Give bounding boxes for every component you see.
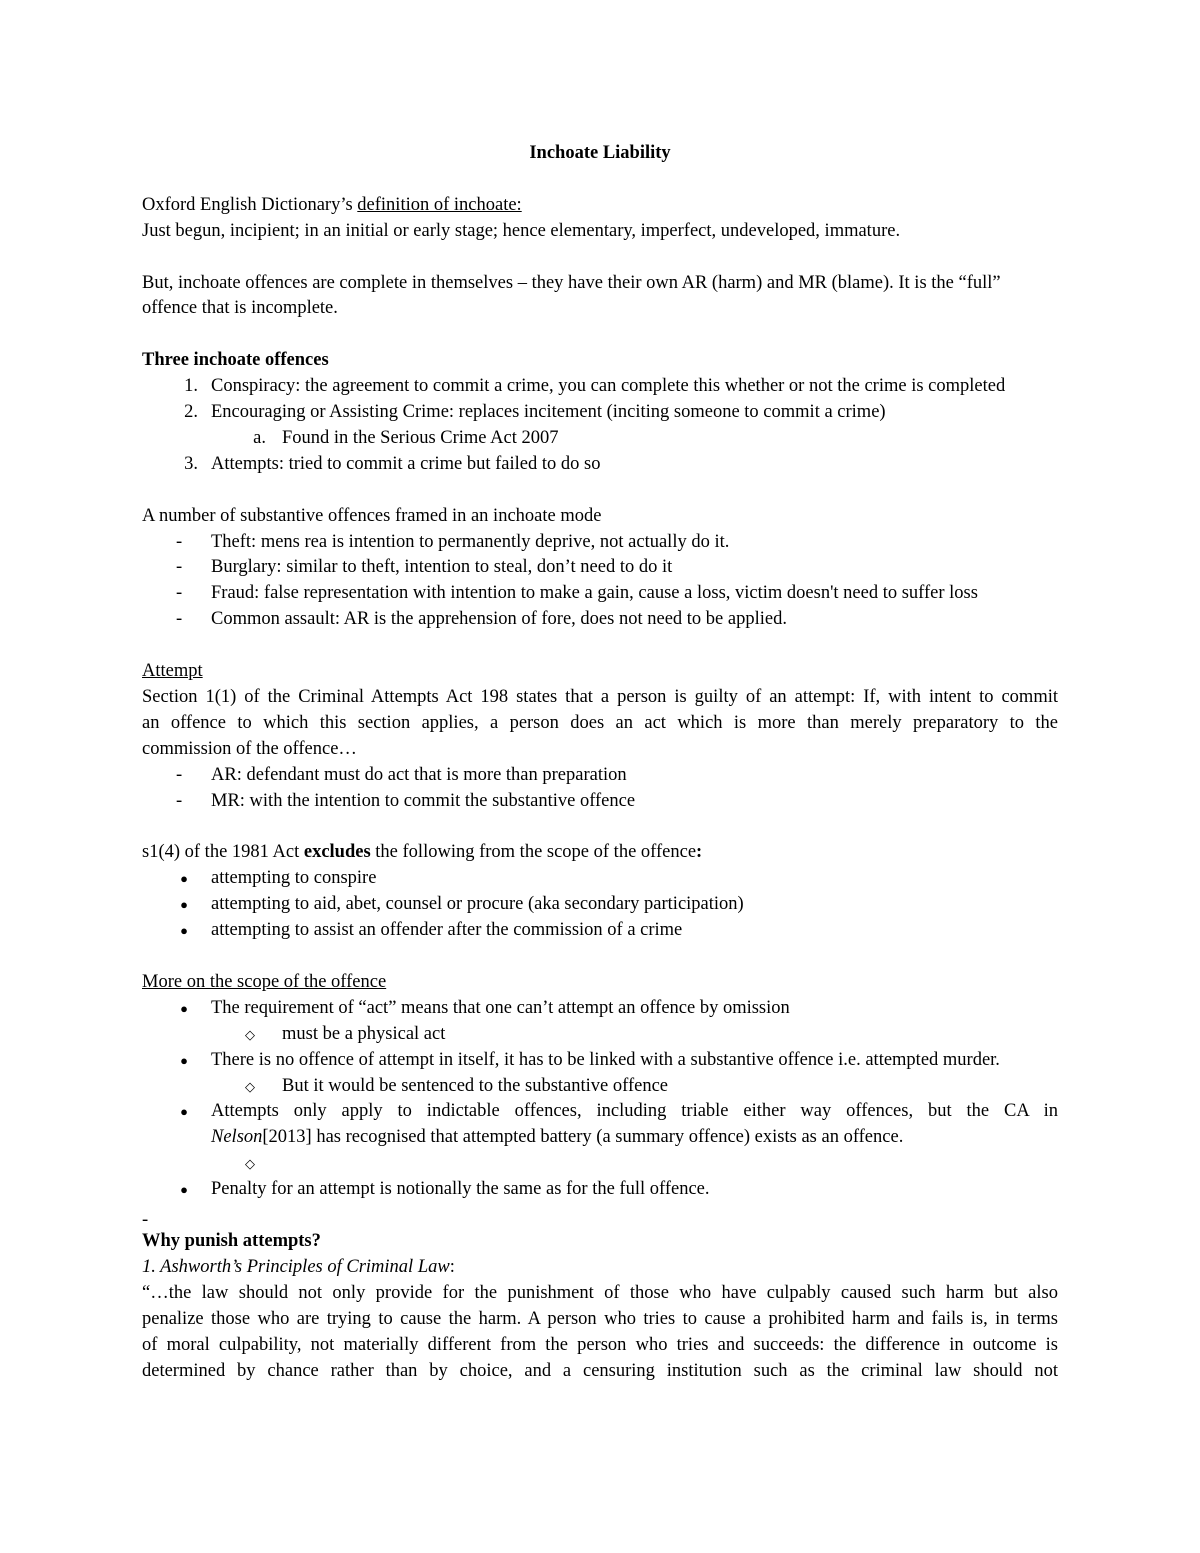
three-offences-heading: Three inchoate offences bbox=[142, 350, 329, 371]
list-number: 1. bbox=[184, 376, 198, 397]
list-subitem bbox=[142, 1022, 1058, 1048]
ashworth-colon: : bbox=[449, 1256, 455, 1277]
oed-lead: Oxford English Dictionary’s bbox=[142, 194, 358, 215]
list-item-text: attempting to conspire bbox=[211, 868, 377, 889]
excludes-line bbox=[142, 840, 1058, 866]
why-heading: Why punish attempts? bbox=[142, 1231, 321, 1252]
list-item-text: Attempts: tried to commit a crime but failed to do so bbox=[211, 453, 601, 474]
list-item bbox=[142, 452, 1058, 478]
list-item bbox=[142, 607, 1058, 633]
oed-definition-link: definition of inchoate: bbox=[357, 194, 522, 215]
substantive-heading: A number of substantive offences framed in an inchoate mode bbox=[142, 505, 602, 526]
list-subitem bbox=[142, 426, 1058, 452]
list-letter: a. bbox=[253, 427, 266, 448]
dash-marker: - bbox=[176, 531, 183, 552]
list-item-text: AR: defendant must do act that is more than preparation bbox=[211, 764, 627, 785]
list-subitem bbox=[142, 1074, 1058, 1100]
list-number: 2. bbox=[184, 402, 198, 423]
list-item bbox=[142, 892, 1058, 918]
oed-definition: Just begun, incipient; in an initial or early stage; hence elementary, imperfect, undeveloped, immature. bbox=[142, 220, 901, 241]
bullet-icon: ● bbox=[180, 923, 188, 939]
list-item bbox=[142, 1177, 1058, 1203]
list-item bbox=[142, 400, 1058, 426]
excludes-post: the following from the scope of the offence bbox=[370, 842, 697, 863]
case-name: Nelson bbox=[211, 1127, 263, 1148]
list-item-text: Attempts only apply to indictable offences, including triable either way offences, but the CA in bbox=[211, 1101, 1058, 1122]
list-item-text: Fraud: false representation with intention to make a gain, cause a loss, victim doesn't need to suffer loss bbox=[211, 583, 978, 604]
list-item-text: The requirement of “act” means that one can’t attempt an offence by omission bbox=[211, 997, 790, 1018]
list-subitem bbox=[142, 1151, 1058, 1177]
list-item bbox=[142, 918, 1058, 944]
bullet-icon: ● bbox=[180, 1182, 188, 1198]
spacer bbox=[142, 814, 1058, 840]
list-item-text: Theft: mens rea is intention to permanently deprive, not actually do it. bbox=[211, 531, 730, 552]
list-item-text: Burglary: similar to theft, intention to steal, don’t need to do it bbox=[211, 557, 673, 578]
dash-marker: - bbox=[176, 583, 183, 604]
quote-line-1: “…the law should not only provide for the punishment of those who have culpably caused such harm but also bbox=[142, 1282, 1058, 1303]
list-item-text: attempting to assist an offender after the commission of a crime bbox=[211, 920, 683, 941]
attempt-line-3: commission of the offence… bbox=[142, 738, 357, 759]
scope-heading: More on the scope of the offence bbox=[142, 971, 387, 992]
spacer bbox=[142, 478, 1058, 504]
list-item-text: Encouraging or Assisting Crime: replaces incitement (inciting someone to commit a crime) bbox=[211, 402, 886, 423]
stray-dash: - bbox=[142, 1210, 149, 1231]
bullet-icon: ● bbox=[180, 1000, 188, 1016]
spacer bbox=[142, 167, 1058, 193]
list-item-text bbox=[211, 1125, 1058, 1151]
attempt-heading: Attempt bbox=[142, 661, 203, 682]
list-subitem-text: But it would be sentenced to the substantive offence bbox=[282, 1075, 669, 1096]
spacer bbox=[142, 944, 1058, 970]
dash-marker: - bbox=[176, 609, 183, 630]
intro-line-2: offence that is incomplete. bbox=[142, 298, 338, 319]
diamond-icon: ◇ bbox=[245, 1026, 255, 1042]
diamond-icon: ◇ bbox=[245, 1156, 255, 1172]
dash-marker: - bbox=[176, 764, 183, 785]
attempt-line-2: an offence to which this section applies, a person does an act which is more than merely preparatory to the bbox=[142, 712, 1058, 733]
spacer bbox=[142, 245, 1058, 271]
quote-line-4: determined by chance rather than by choice, and a censuring institution such as the criminal law should not bbox=[142, 1360, 1058, 1381]
page-title: Inchoate Liability bbox=[529, 143, 671, 163]
list-item bbox=[142, 530, 1058, 556]
list-item bbox=[142, 1048, 1058, 1074]
list-subitem-text: must be a physical act bbox=[282, 1023, 446, 1044]
list-item bbox=[142, 789, 1058, 815]
list-item-text: There is no offence of attempt in itself, it has to be linked with a substantive offence i.e. attempted murder. bbox=[211, 1049, 1000, 1070]
excludes-pre: s1(4) of the 1981 Act bbox=[142, 842, 304, 863]
ashworth-source: 1. Ashworth’s Principles of Criminal Law bbox=[142, 1256, 450, 1277]
list-item-text: Conspiracy: the agreement to commit a crime, you can complete this whether or not the crime is completed bbox=[211, 376, 1006, 397]
intro-line-1: But, inchoate offences are complete in themselves – they have their own AR (harm) and MR (blame). It is the “full” bbox=[142, 272, 1001, 293]
bullet-icon: ● bbox=[180, 871, 188, 887]
list-item-continuation bbox=[142, 1125, 1058, 1151]
attempt-line-1: Section 1(1) of the Criminal Attempts Act 198 states that a person is guilty of an attempt: If, with intent to commit bbox=[142, 686, 1058, 707]
excludes-colon: : bbox=[696, 842, 703, 863]
list-item bbox=[142, 581, 1058, 607]
list-item bbox=[142, 866, 1058, 892]
quote-line-3: of moral culpability, not materially different from the person who tries and succeeds: the difference in outcome is bbox=[142, 1334, 1058, 1355]
dash-marker: - bbox=[176, 790, 183, 811]
ashworth-source-line bbox=[142, 1255, 1058, 1281]
bullet-icon: ● bbox=[180, 1104, 188, 1120]
list-item bbox=[142, 1099, 1058, 1125]
excludes-bold: excludes bbox=[303, 842, 371, 863]
dash-marker: - bbox=[176, 557, 183, 578]
list-item-text: Common assault: AR is the apprehension of fore, does not need to be applied. bbox=[211, 609, 787, 630]
list-subitem-text: Found in the Serious Crime Act 2007 bbox=[282, 427, 559, 448]
list-item bbox=[142, 555, 1058, 581]
list-item bbox=[142, 996, 1058, 1022]
diamond-icon: ◇ bbox=[245, 1078, 255, 1094]
case-text: [2013] has recognised that attempted battery (a summary offence) exists as an offence. bbox=[262, 1127, 904, 1148]
spacer bbox=[142, 322, 1058, 348]
list-item-text: MR: with the intention to commit the substantive offence bbox=[211, 790, 636, 811]
list-item-text: attempting to aid, abet, counsel or procure (aka secondary participation) bbox=[211, 894, 744, 915]
list-item bbox=[142, 763, 1058, 789]
bullet-icon: ● bbox=[180, 897, 188, 913]
bullet-icon: ● bbox=[180, 1052, 188, 1068]
spacer bbox=[142, 633, 1058, 659]
oed-lead-line bbox=[142, 193, 1058, 219]
quote-line-2: penalize those who are trying to cause the harm. A person who tries to cause a prohibited harm and fails is, in terms bbox=[142, 1308, 1058, 1329]
list-subitem-text bbox=[282, 1151, 1058, 1177]
list-number: 3. bbox=[184, 453, 198, 474]
list-item bbox=[142, 374, 1058, 400]
list-item-text: Penalty for an attempt is notionally the same as for the full offence. bbox=[211, 1179, 710, 1200]
